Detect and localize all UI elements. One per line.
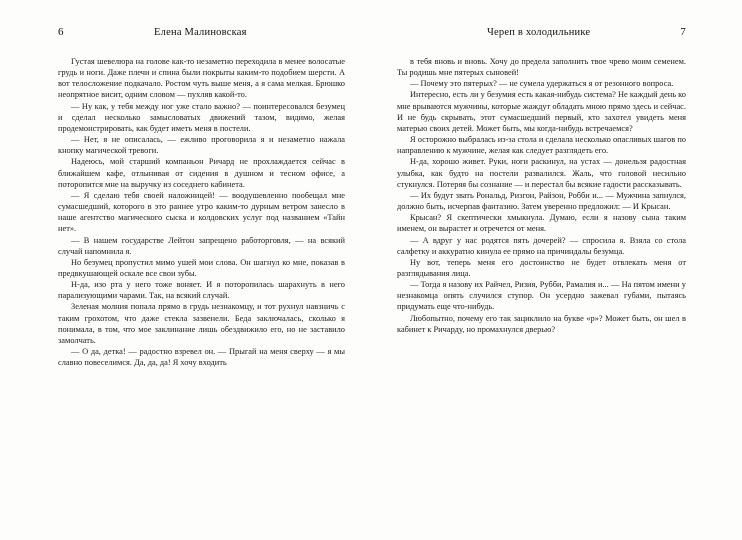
paragraph: Интересно, есть ли у безумия есть какая-нибудь система? Не каждый день ко мне врываются мужчины, которые жаждут обладать мною прямо здесь и сейчас. И не будь скрывать, этот сумасшедший первый, кто захотел увидеть меня матерью своих детей. Может быть, мы когда-нибудь встречаемся? [397, 90, 686, 133]
running-head-author: Елена Малиновская [154, 27, 247, 38]
paragraph: — А вдруг у нас родятся пять дочерей? — спросила я. Взяла со стола салфетку и аккуратно кинула ее прямо на причиндалы безумца. [397, 235, 686, 256]
paragraph: Зеленая молния попала прямо в грудь незнакомцу, и тот рухнул навзничь с таким грохотом, что даже стекла зазвенели. Беда заключалась, сколько я понимала, в том, что мое заклинание лишь обездвижило его, но не заставило замолчать. [58, 302, 345, 345]
paragraph: — Я сделаю тебя своей наложницей! — воодушевленно пообещал мне сумасшедший, которого в это раннее утро каким-то дурным ветром занесло в наше агентство магического сыска и колдовских услуг под названием «Тайн нет». [58, 190, 345, 234]
running-head-right [397, 26, 686, 50]
body-text-right [397, 56, 686, 335]
paragraph: Крысан? Я скептически хмыкнула. Думаю, если я назову сына таким именем, он вырастет и отречется от меня. [397, 213, 686, 234]
paragraph: Н-да, изо рта у него тоже воняет. И я поторопилась шарахнуть в него парализующими чарами. Так, на всякий случай. [58, 280, 345, 301]
paragraph: в тебя вновь и вновь. Хочу до предела заполнить твое чрево моим семенем. Ты родишь мне пятерых сыновей! [397, 57, 686, 78]
page-right [371, 26, 708, 520]
paragraph: Но безумец пропустил мимо ушей мои слова. Он шагнул ко мне, показав в предвкушающей оскале все свои зубы. [58, 257, 345, 278]
paragraph: — Тогда я назову их Райчел, Ризия, Рубби, Рамалия и... — На пятом имени у незнакомца опять случился ступор. Он усердно зажевал губами, пытаясь придумать еще что-нибудь. [397, 280, 686, 312]
paragraph: — Ну как, у тебя между ног уже стало важно? — поинтересовался безумец и сделал несколько замысловатых движений тазом, видимо, желая продемонстрировать, как будет иметь меня в постели. [58, 101, 345, 133]
page-number-left: 6 [58, 26, 64, 38]
running-head-title: Череп в холодильнике [486, 27, 591, 38]
paragraph: — О да, детка! — радостно взревел он. — Прыгай на меня сверху — я мы славно повеселимся. Да, да, да! Я хочу входить [58, 347, 345, 368]
body-text-left [58, 56, 345, 368]
paragraph: Н-да, хорошо живет. Руки, ноги раскинул, на устах — донельзя радостная улыбка, как будто на постели развалился. Жаль, что головой несильно стукнулся. Потеряя бы сознание — и перестал бы всякие гадости рассказывать. [397, 157, 686, 189]
paragraph: — Почему это пятерых? — не сумела удержаться я от резонного вопроса. [410, 79, 674, 89]
paragraph: Густая шевелюра на голове как-то незаметно переходила в менее волосатые грудь и ноги. Даже плечи и спина были покрыты каким-то подобием шерсти. А вот телосложение подкачало. Ростом чуть выше меня, а я сама мелкая. Брюшко неопрятное висит, одним словом — пухляв какой-то. [58, 57, 345, 100]
paragraph: Любопытно, почему его так зациклило на букве «р»? Может быть, он шел в кабинет к Ричарду, но промахнулся дверью? [397, 313, 686, 334]
paragraph: Я осторожно выбралась из-за стола и сделала несколько опасливых шагов по направлению к мужчине, желая как следует разглядеть его. [397, 135, 686, 156]
paragraph: Надеюсь, мой старший компаньон Ричард не прохлаждается сейчас в ближайшем кафе, отлынивая от сидения в душном и тесном офисе, а поторопится мне на выручку из соседнего кабинета. [58, 157, 345, 189]
running-head-left [58, 26, 345, 50]
page-number-right: 7 [680, 26, 686, 38]
paragraph: Ну вот, теперь меня его достоинство не будет отвлекать меня от разглядывания лица. [397, 257, 686, 278]
paragraph: — Нет, я не описалась, — ежливо проговорила я и незаметно нажала кнопку магической тревоги. [58, 135, 345, 156]
page-left [34, 26, 371, 520]
paragraph: — Их будут звать Рональд, Ризгон, Райзон, Робби и... — Мужчина запнулся, должно быть, исчерпав фантазию. Затем уверенно предложил: — И Крысан. [397, 190, 686, 212]
paragraph: — В нашем государстве Лейтон запрещено работорговля, — на всякий случай напомнила я. [58, 235, 345, 256]
